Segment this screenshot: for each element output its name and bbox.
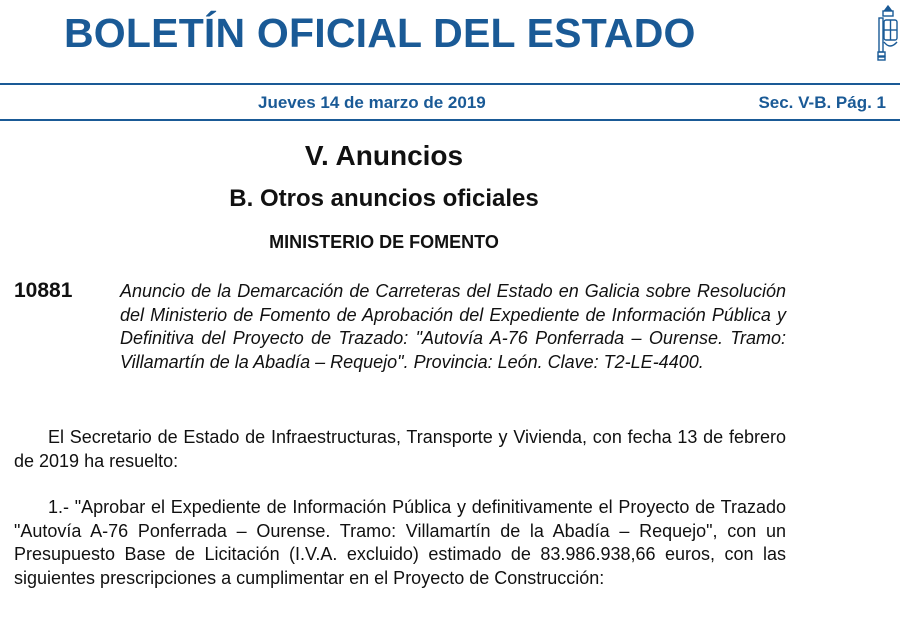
header-rule-bottom	[0, 119, 900, 121]
publication-title: BOLETÍN OFICIAL DEL ESTADO	[64, 10, 696, 56]
body-paragraph: El Secretario de Estado de Infraestructuras, Transporte y Vivienda, con fecha 13 de febrero de 2019 ha resuelto:	[14, 427, 786, 471]
issue-date: Jueves 14 de marzo de 2019	[258, 93, 486, 112]
coat-of-arms-icon	[876, 4, 900, 62]
part-heading: V. Anuncios	[304, 140, 464, 171]
ministry-heading: MINISTERIO DE FOMENTO	[269, 232, 499, 252]
header-rule-top	[0, 83, 900, 85]
section-page: Sec. V-B. Pág. 1	[758, 93, 886, 112]
subpart-heading: B. Otros anuncios oficiales	[229, 185, 539, 212]
announcement-title: Anuncio de la Demarcación de Carreteras del Estado en Galicia sobre Resolución del Ministerio de Fomento de Aprobación del Expediente de Información Pública y Definitiva del Proyecto de Trazado: "Autovía A-76 Ponferrada – Ourense. Tramo: Villamartín de la Abadía – Requejo". Provincia: León. Clave: T2-LE-4400.	[120, 281, 786, 372]
announcement-number: 10881	[14, 279, 73, 302]
body-paragraph: 1.- "Aprobar el Expediente de Información Pública y definitivamente el Proyecto de Trazado "Autovía A-76 Ponferrada – Ourense. Tramo: Villamartín de la Abadía – Requejo", con un Presupuesto Base de Licitación (I.V.A. excluido) estimado de 83.986.938,66 euros, con las siguientes prescripciones a cumplimentar en el Proyecto de Construcción:	[14, 497, 786, 588]
